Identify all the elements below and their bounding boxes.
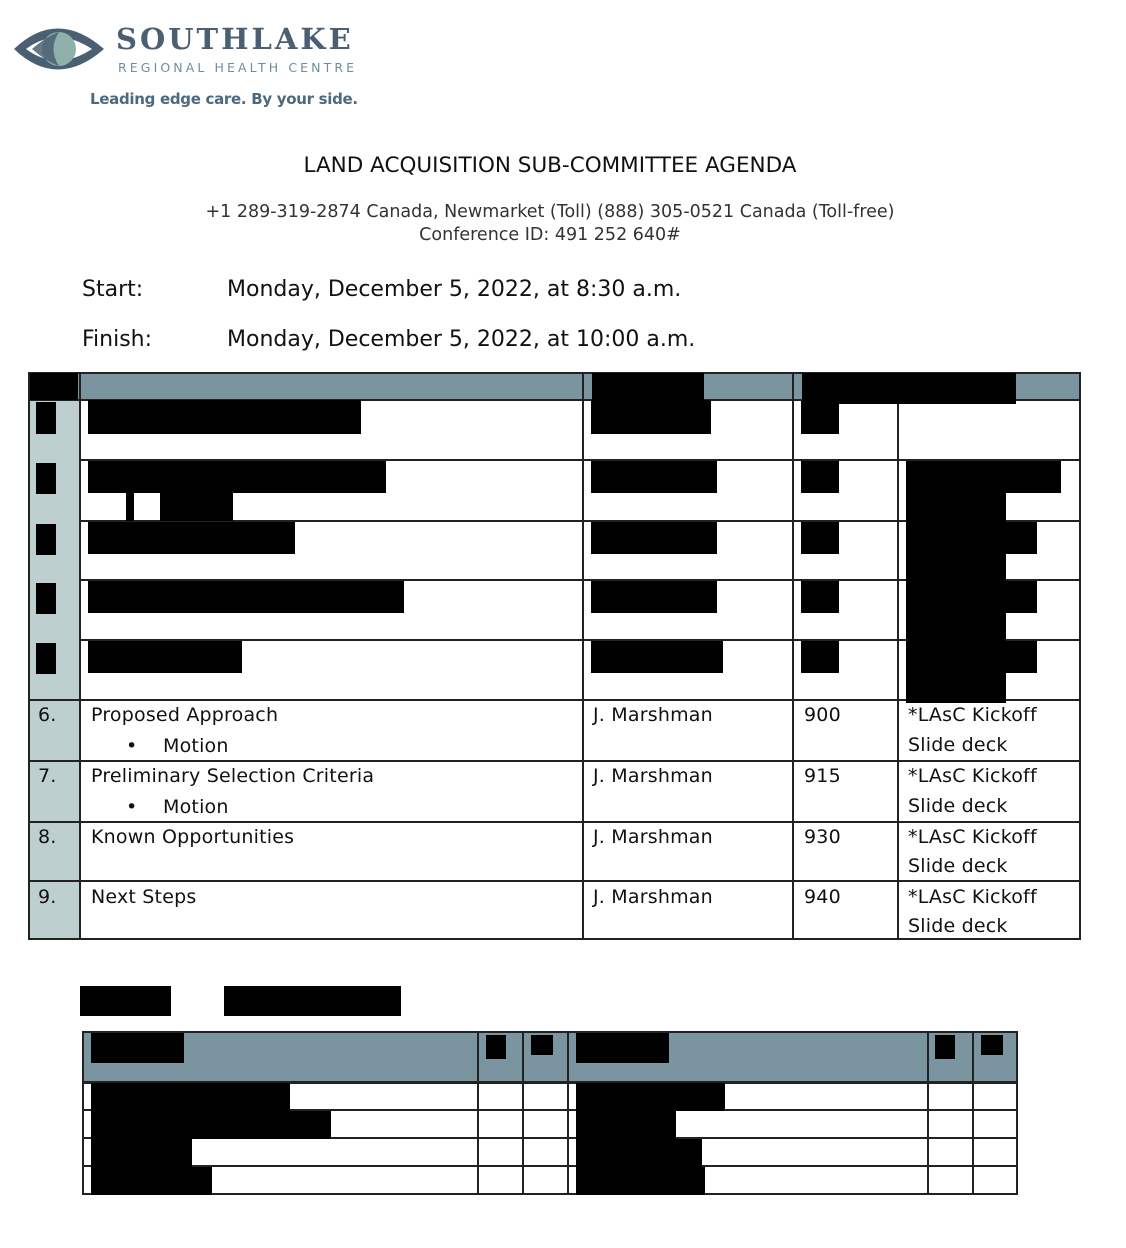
redaction-block (935, 1035, 955, 1059)
redaction-block (531, 1035, 553, 1055)
redaction-block (981, 1035, 1003, 1055)
redaction-block (91, 1139, 192, 1167)
table-border-bottom (28, 938, 1081, 940)
redaction-block (88, 641, 242, 673)
redaction-block (801, 522, 839, 554)
agenda-item-reference: *LAsC Kickoff (908, 704, 1037, 726)
redaction-block (591, 522, 717, 554)
agenda-item-time: 930 (804, 826, 841, 848)
redaction-block (801, 581, 839, 613)
agenda-item-number: 7. (38, 765, 57, 787)
redaction-block (591, 461, 717, 493)
redaction-block (30, 373, 78, 400)
logo-wordmark: SOUTHLAKE (116, 22, 354, 56)
agenda-item-reference: *LAsC Kickoff (908, 826, 1037, 848)
agenda-table (28, 372, 1081, 940)
column-divider (897, 400, 899, 940)
agenda-item-number: 8. (38, 826, 57, 848)
column-divider (972, 1031, 974, 1195)
redaction-block (801, 461, 839, 493)
agenda-item-number: 6. (38, 704, 57, 726)
start-value: Monday, December 5, 2022, at 8:30 a.m. (227, 277, 682, 302)
agenda-item-presenter: J. Marshman (593, 826, 713, 848)
redaction-block (126, 493, 134, 521)
column-divider (792, 372, 794, 940)
redaction-block (576, 1083, 725, 1111)
redaction-block (36, 402, 56, 434)
redaction-block (576, 1167, 705, 1195)
redaction-block (36, 583, 56, 614)
column-divider (522, 1031, 524, 1195)
redaction-block (36, 524, 56, 555)
column-divider (927, 1031, 929, 1195)
redaction-block (88, 581, 404, 613)
agenda-item-reference-2: Slide deck (908, 795, 1008, 817)
redaction-block (906, 493, 1006, 703)
column-divider (567, 1031, 569, 1195)
agenda-item-title: Proposed Approach (91, 704, 279, 726)
column-divider (79, 372, 81, 940)
redaction-block (88, 461, 386, 493)
bullet-icon: • (126, 735, 138, 757)
redaction-block (160, 493, 233, 521)
redaction-block (224, 986, 401, 1016)
redaction-block (591, 400, 711, 434)
finish-value: Monday, December 5, 2022, at 10:00 a.m. (227, 327, 696, 352)
redaction-block (80, 986, 171, 1016)
agenda-item-number: 9. (38, 886, 57, 908)
table-border-right (1016, 1031, 1018, 1195)
redaction-block (1006, 581, 1037, 613)
redaction-block (88, 400, 361, 434)
redaction-block (36, 643, 56, 674)
agenda-item-presenter: J. Marshman (593, 704, 713, 726)
redaction-block (91, 1111, 331, 1139)
agenda-item-time: 900 (804, 704, 841, 726)
redaction-block (91, 1167, 212, 1195)
column-divider (477, 1031, 479, 1195)
finish-label: Finish: (82, 327, 153, 352)
bullet-icon: • (126, 796, 138, 818)
agenda-item-reference-2: Slide deck (908, 855, 1008, 877)
redaction-block (906, 461, 1061, 493)
agenda-item-subpoint: Motion (163, 735, 229, 757)
row-divider (28, 821, 1081, 823)
column-divider (582, 372, 584, 940)
redaction-block (801, 641, 839, 673)
agenda-item-title: Next Steps (91, 886, 197, 908)
table-border-left (82, 1031, 84, 1195)
agenda-item-title: Known Opportunities (91, 826, 295, 848)
redaction-block (576, 1139, 702, 1167)
logo-subtitle: REGIONAL HEALTH CENTRE (118, 60, 358, 75)
conference-id-line: Conference ID: 491 252 640# (419, 225, 681, 245)
redaction-block (1006, 522, 1037, 554)
agenda-item-presenter: J. Marshman (593, 886, 713, 908)
attendance-table (82, 1031, 1018, 1195)
document-title: LAND ACQUISITION SUB-COMMITTEE AGENDA (303, 153, 797, 178)
conference-phone-line: +1 289-319-2874 Canada, Newmarket (Toll) (888) 305-0521 Canada (Toll-free) (205, 202, 895, 222)
row-divider (82, 1165, 1018, 1167)
redaction-block (591, 581, 717, 613)
agenda-item-reference-2: Slide deck (908, 734, 1008, 756)
eye-logo-icon (12, 22, 107, 77)
start-label: Start: (82, 277, 144, 302)
table-border-bottom (82, 1193, 1018, 1195)
agenda-item-reference: *LAsC Kickoff (908, 886, 1037, 908)
table-border-left (28, 372, 30, 940)
redaction-block (1006, 641, 1037, 673)
table-border-right (1079, 372, 1081, 940)
agenda-item-reference: *LAsC Kickoff (908, 765, 1037, 787)
redaction-block (576, 1111, 676, 1139)
redaction-block (576, 1033, 669, 1063)
redaction-block (486, 1035, 506, 1059)
redaction-block (801, 400, 839, 434)
redaction-block (91, 1083, 290, 1111)
row-divider (28, 880, 1081, 882)
agenda-item-time: 915 (804, 765, 841, 787)
row-divider (28, 760, 1081, 762)
logo-tagline: Leading edge care. By your side. (90, 90, 358, 108)
redaction-block (36, 463, 56, 494)
agenda-item-presenter: J. Marshman (593, 765, 713, 787)
agenda-item-time: 940 (804, 886, 841, 908)
redaction-block (591, 641, 723, 673)
redaction-block (88, 522, 295, 554)
agenda-item-reference-2: Slide deck (908, 915, 1008, 937)
agenda-item-subpoint: Motion (163, 796, 229, 818)
redaction-block (91, 1033, 184, 1063)
southlake-logo (12, 20, 372, 120)
agenda-item-title: Preliminary Selection Criteria (91, 765, 375, 787)
